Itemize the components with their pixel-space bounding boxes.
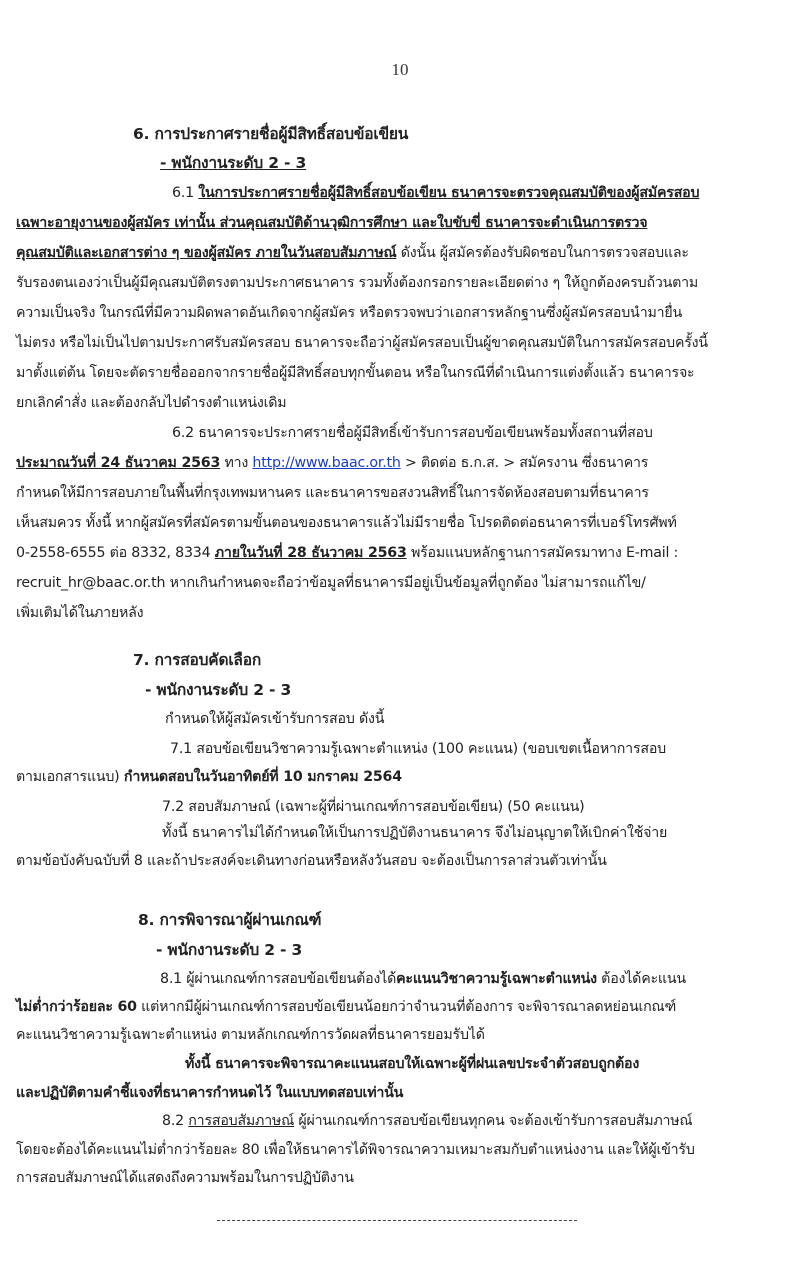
para-6-1-line-8: ยกเลิกคำสั่ง และต้องกลับไปดำรงตำแหน่งเดิม <box>16 395 287 411</box>
para-7-1-line-1: 7.1 สอบข้อเขียนวิชาความรู้เฉพาะตำแหน่ง (100 คะแนน) (ขอบเขตเนื้อหาการสอบ <box>170 741 666 757</box>
baac-website-link[interactable]: http://www.baac.or.th <box>252 455 401 471</box>
para-6-2-line-6: recruit_hr@baac.or.th หากเกินกำหนดจะถือว่าข้อมูลที่ธนาคารมีอยู่เป็นข้อมูลที่ถูกต้อง ไม่สามารถแก้ไข/ <box>16 575 646 591</box>
announcement-date: ประมาณวันที่ 24 ธันวาคม 2563 <box>16 455 221 471</box>
para-6-1-emphasis-3: คุณสมบัติและเอกสารต่าง ๆ ของผู้สมัคร ภายในวันสอบสัมภาษณ์ <box>16 245 397 261</box>
para-6-2-line-7: เพิ่มเติมได้ในภายหลัง <box>16 605 144 621</box>
para-7-2: 7.2 สอบสัมภาษณ์ (เฉพาะผู้ที่ผ่านเกณฑ์การสอบข้อเขียน) (50 คะแนน) <box>162 799 585 815</box>
section-6-heading: 6. การประกาศรายชื่อผู้มีสิทธิ์สอบข้อเขียน <box>133 125 409 143</box>
section-8-heading: 8. การพิจารณาผู้ผ่านเกณฑ์ <box>138 911 322 929</box>
para-6-1-line-6: ไม่ตรง หรือไม่เป็นไปตามประกาศรับสมัครสอบ ธนาคารจะถือว่าผู้สมัครสอบเป็นผู้ขาดคุณสมบัติในการสมัครสอบครั้งนี้ <box>16 335 708 351</box>
section-7-intro: กำหนดให้ผู้สมัครเข้ารับการสอบ ดังนี้ <box>165 711 385 727</box>
para-6-1-line-2: เฉพาะอายุงานของผู้สมัคร เท่านั้น ส่วนคุณสมบัติด้านวุฒิการศึกษา และใบขับขี่ ธนาคารจะดำเนินการตรวจ <box>16 215 648 231</box>
para-6-2-line-5 <box>16 543 678 563</box>
section-6-subheading <box>160 153 306 173</box>
para-6-1-emphasis-1: ในการประกาศรายชื่อผู้มีสิทธิ์สอบข้อเขียน ธนาคารจะตรวจคุณสมบัติของผู้สมัครสอบ <box>198 185 700 201</box>
page-number: 10 <box>391 60 409 79</box>
para-8-1-line-3: คะแนนวิชาความรู้เฉพาะตำแหน่ง ตามหลักเกณฑ์การวัดผลที่ธนาคารยอมรับได้ <box>16 1027 485 1043</box>
para-8-1-line-1 <box>160 969 686 989</box>
contact-phone: 0-2558-6555 ต่อ 8332, 8334 <box>16 545 215 561</box>
para-6-2-via: ทาง <box>220 455 253 471</box>
section-7-subheading: - พนักงานระดับ 2 - 3 <box>145 681 292 699</box>
section-8-subheading: - พนักงานระดับ 2 - 3 <box>156 941 303 959</box>
para-6-2-line-1: 6.2 ธนาคารจะประกาศรายชื่อผู้มีสิทธิ์เข้ารับการสอบข้อเขียนพร้อมทั้งสถานที่สอบ <box>172 425 653 441</box>
para-8-2-text: ผู้ผ่านเกณฑ์การสอบข้อเขียนทุกคน จะต้องเข้ารับการสอบสัมภาษณ์ <box>294 1113 693 1129</box>
para-6-1-line-7: มาตั้งแต่ต้น โดยจะตัดรายชื่อออกจากรายชื่อผู้มีสิทธิ์สอบทุกขั้นตอน หรือในกรณีที่ดำเนินการแต่งตั้งแล้ว ธนาคารจะ <box>16 365 695 381</box>
section-8-note-line-2: และปฏิบัติตามคำชี้แจงที่ธนาคารกำหนดไว้ ในแบบทดสอบเท่านั้น <box>16 1085 404 1101</box>
para-8-1-text-a: 8.1 ผู้ผ่านเกณฑ์การสอบข้อเขียนต้องได้ <box>160 971 397 987</box>
para-6-2-line-4: เห็นสมควร ทั้งนี้ หากผู้สมัครที่สมัครตามขั้นตอนของธนาคารแล้วไม่มีรายชื่อ โปรดติดต่อธนาคารที่เบอร์โทรศัพท์ <box>16 515 677 531</box>
para-8-1-line-2 <box>16 997 676 1017</box>
section-6-sub-text: - พนักงานระดับ 2 - 3 <box>160 154 307 172</box>
para-8-2-number: 8.2 <box>162 1113 189 1129</box>
para-6-1-text-3: ดังนั้น ผู้สมัครต้องรับผิดชอบในการตรวจสอบและ <box>396 245 689 261</box>
section-7-heading: 7. การสอบคัดเลือก <box>133 651 262 669</box>
passing-threshold: ไม่ต่ำกว่าร้อยละ 60 <box>16 999 137 1015</box>
para-6-1-line-4: รับรองตนเองว่าเป็นผู้มีคุณสมบัติตรงตามประกาศธนาคาร รวมทั้งต้องกรอกรายละเอียดต่าง ๆ ให้ถูกต้องครบถ้วนตาม <box>16 275 699 291</box>
para-8-2-line-3: การสอบสัมภาษณ์ได้แสดงถึงความพร้อมในการปฏิบัติงาน <box>16 1170 354 1186</box>
section-7-note-line-1: ทั้งนี้ ธนาคารไม่ได้กำหนดให้เป็นการปฏิบัติงานธนาคาร จึงไม่อนุญาตให้เบิกค่าใช้จ่าย <box>162 825 668 841</box>
contact-deadline: ภายในวันที่ 28 ธันวาคม 2563 <box>214 545 407 561</box>
para-8-2-emphasis: การสอบสัมภาษณ์ <box>188 1113 295 1129</box>
para-7-1-line-2 <box>16 767 402 787</box>
email-label: พร้อมแนบหลักฐานการสมัครมาทาง E-mail : <box>406 545 679 561</box>
para-8-2-line-2: โดยจะต้องได้คะแนนไม่ต่ำกว่าร้อยละ 80 เพื่อให้ธนาคารได้พิจารณาความเหมาะสมกับตำแหน่งงาน และให้ผู้เข้ารับ <box>16 1142 695 1158</box>
para-8-1-emphasis: คะแนนวิชาความรู้เฉพาะตำแหน่ง <box>396 971 597 987</box>
para-7-1-text: ตามเอกสารแนบ) <box>16 769 124 785</box>
para-8-2-line-1 <box>162 1111 692 1131</box>
para-6-1-line-3 <box>16 243 689 263</box>
para-6-1-number: 6.1 <box>172 185 199 201</box>
para-8-1-text-e: แต่หากมีผู้ผ่านเกณฑ์การสอบข้อเขียนน้อยกว่าจำนวนที่ต้องการ จะพิจารณาลดหย่อนเกณฑ์ <box>136 999 677 1015</box>
section-8-note-line-1: ทั้งนี้ ธนาคารจะพิจารณาคะแนนสอบให้เฉพาะผู้ที่ฝนเลขประจำตัวสอบถูกต้อง <box>185 1056 640 1072</box>
para-6-2-nav-path: > ติดต่อ ธ.ก.ส. > สมัครงาน ซึ่งธนาคาร <box>400 455 649 471</box>
para-6-2-line-3: กำหนดให้มีการสอบภายในพื้นที่กรุงเทพมหานคร และธนาคารขอสงวนสิทธิ์ในการจัดห้องสอบตามที่ธนาคาร <box>16 485 649 501</box>
para-6-2-line-2 <box>16 453 648 473</box>
para-6-1-line-5: ความเป็นจริง ในกรณีที่มีความผิดพลาดอันเกิดจากผู้สมัคร หรือตรวจพบว่าเอกสารหลักฐานซึ่งผู้สมัครสอบนำมายื่น <box>16 305 683 321</box>
section-7-note-line-2: ตามข้อบังคับฉบับที่ 8 และถ้าประสงค์จะเดินทางก่อนหรือหลังวันสอบ จะต้องเป็นการลาส่วนตัวเท่านั้น <box>16 853 607 869</box>
para-6-1-line-1 <box>172 183 699 203</box>
para-8-1-text-c: ต้องได้คะแนน <box>596 971 686 987</box>
written-exam-date: กำหนดสอบในวันอาทิตย์ที่ 10 มกราคม 2564 <box>123 769 402 785</box>
end-divider <box>217 1220 577 1221</box>
